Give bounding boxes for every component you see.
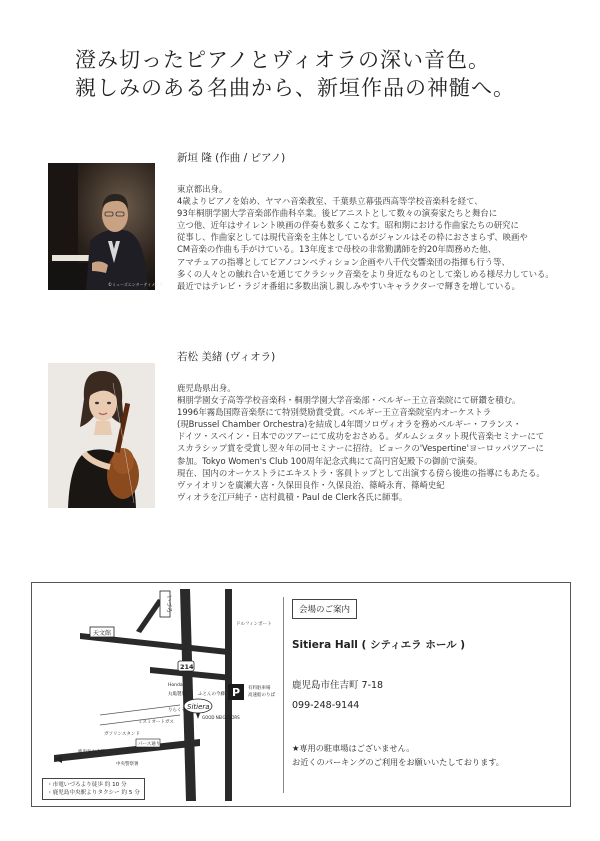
headline	[75, 46, 555, 102]
bio-line: ヴィオラを江戸純子・店村眞積・Paul de Clerk各氏に師事。	[177, 491, 408, 502]
bio-line: 現在、国内のオーケストラにエキストラ・客員トップとして出演する傍ら後進の指導にもあたる。	[177, 467, 545, 478]
bio-line: ドイツ・スペイン・日本でのツアーにて成功をおさめる。ダルムシュタット現代音楽セミナーにて	[177, 431, 545, 442]
venue-name: Sitiera Hall ( シティエラ ホール )	[292, 639, 466, 651]
performer-photo-niigaki	[48, 163, 164, 290]
venue-parking-note: ★専用の駐車場はございません。	[292, 743, 415, 753]
bio-line: (現Brussel Chamber Orchestra)を結成し4年間ソロヴィオラを務めベルギー・フランス・	[177, 419, 522, 430]
map-label-police: 中央警察署	[116, 762, 139, 767]
bio-line: CM音楽の作曲も手がけている。13年度まで母校の非常勤講師を約20年間務めた他、	[177, 244, 497, 255]
bio-line: 立つ他、近年はサイレント映画の伴奏も数多くこなす。昭和期における作曲家たちの研究に	[177, 220, 519, 231]
map-label-misumi: ミスミオートガス	[138, 720, 174, 725]
performer-origin: 鹿児島県出身。	[177, 383, 236, 393]
map-road	[54, 739, 200, 762]
bio-line: 4歳よりピアノを始め、ヤマハ音楽教室、千葉県立幕張西高等学校音楽科を経て、	[177, 196, 483, 207]
map-label-rirakuru: りらくる	[168, 708, 186, 713]
venue-address: 鹿児島市住吉町 7-18	[292, 680, 384, 691]
venue-phone: 099-248-9144	[292, 700, 360, 711]
access-line: ・市電いづろより徒歩 約 10 分	[47, 782, 127, 788]
venue-parking-request: お近くのパーキングのご利用をお願いいたしております。	[292, 757, 504, 767]
map-road	[136, 599, 163, 633]
access-line: ・鹿児島中央駅よりタクシー 約 5 分	[47, 790, 140, 796]
headline-line-2: 親しみのある名曲から、新垣作品の神髄へ。	[75, 76, 515, 100]
bio-line: 多くの人々との触れ合いを通じてクラシック音楽をより身近なものとして楽しめる様尽力している。	[177, 268, 554, 279]
map-label-izuro: いづろ	[165, 595, 172, 614]
map-label-gasoline: ガソリンスタンド	[104, 732, 140, 737]
bio-line: 最近ではテレビ・ラジオ番組に多数出演し親しみやすいキャラクターで輝きを増している。	[177, 280, 521, 291]
performer-photo-wakamatsu	[48, 363, 155, 508]
map-label-good-neighbors: GOOD NEIGHBORS	[202, 715, 240, 720]
performer-name: 若松 美緒 (ヴィオラ)	[177, 351, 276, 363]
bio-line: 桐朋学園女子高等学校音楽科・桐朋学園大学音楽部・ベルギー王立音楽院にて研鑽を積む。	[177, 395, 521, 406]
venue-divider	[283, 597, 284, 793]
performer-origin: 東京都出身。	[177, 184, 228, 194]
map-label-kagoshima-chuo: 鹿児島中央駅	[78, 750, 105, 755]
bio-line: ヴァイオリンを廣瀬大喜・久保田良作・久保良治、篠崎永育、篠崎史紀	[177, 479, 445, 490]
venue-map	[40, 589, 278, 801]
venue-box	[31, 582, 571, 807]
bio-line: アマチュアの指導としてピアノコンペティション企画や八千代交響楽団の指揮も行う等、	[177, 256, 510, 267]
map-parking-icon: P	[232, 686, 241, 699]
map-label-dolphin-port: ドルフィンポート	[236, 622, 272, 627]
bio-line: 93年桐朋学園大学音楽部作曲科卒業。後ピアニストとして数々の演奏家たちと舞台に	[177, 208, 498, 219]
map-venue-sitiera: Sitiera	[187, 703, 210, 711]
map-label-futon: ふとんの今藤	[198, 692, 225, 697]
performer-name: 新垣 隆 (作曲 / ピアノ)	[177, 152, 286, 164]
bio-line: スカラシップ賞を受賞し翌々年の同セミナーに招待。ビョークの'Vespertine'ヨーロッパツアーに	[177, 443, 544, 454]
venue-info	[292, 597, 562, 769]
performer-bio-niigaki	[177, 151, 592, 292]
map-label-parking: 有料駐車場	[248, 686, 271, 691]
bio-line: 参加。Tokyo Women's Club 100周年記念式典にて高円宮妃殿下の御前で演奏。	[177, 455, 483, 466]
bio-line: 従事し、作曲家としては現代音楽を主体としているがジャンルはその枠におさまらず、映画や	[177, 232, 528, 243]
map-label-honda: Honda	[168, 683, 183, 688]
performer-bio-wakamatsu	[177, 350, 592, 503]
map-label-ferry: 高速船のりば	[248, 693, 275, 698]
bio-line: 1996年霧島国際音楽祭にて特別奨励賞受賞。ベルギー王立音楽院室内オーケストラ	[177, 407, 492, 418]
photo-credit: ©ミューズエンターテイメント	[108, 282, 164, 287]
map-label-marukame: 丸亀製麺	[168, 692, 186, 697]
venue-label: 会場のご案内	[292, 599, 357, 619]
map-route-214: 214	[180, 663, 194, 671]
map-access-note	[42, 778, 145, 800]
headline-line-1: 澄み切ったピアノとヴィオラの深い音色。	[75, 48, 491, 72]
map-label-pass-dori: パース通り	[138, 742, 161, 747]
map-label-tenmonkan: 天文館	[93, 630, 112, 637]
